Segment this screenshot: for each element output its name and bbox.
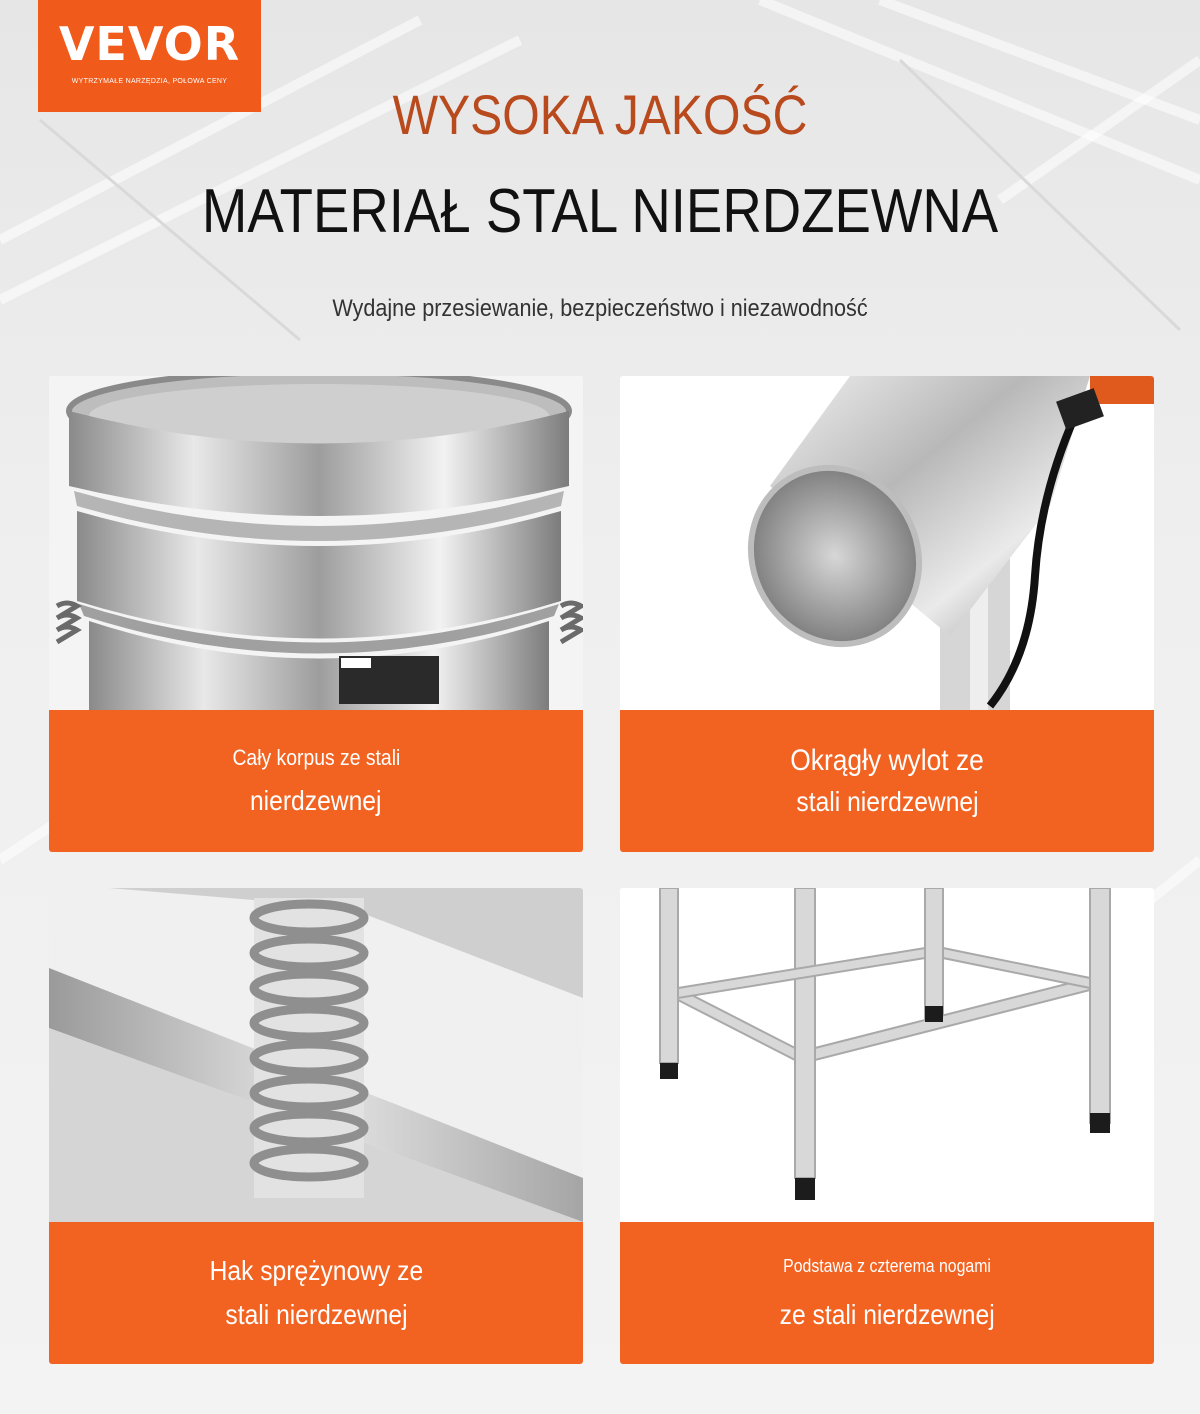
- feature-caption: [620, 710, 1154, 852]
- logo-tagline: WYTRZYMAŁE NARZĘDZIA, POŁOWA CENY: [71, 78, 228, 85]
- sieve-drum-photo: [49, 376, 583, 710]
- caption-line-1: Podstawa z czterema nogami: [783, 1255, 991, 1276]
- logo-wordmark: VEVOR: [58, 17, 241, 71]
- subtitle: Wydajne przesiewanie, bezpieczeństwo i niezawodność: [332, 295, 868, 322]
- feature-card-spring: [49, 888, 583, 1364]
- feature-caption: [49, 710, 583, 852]
- feature-card-outlet: [620, 376, 1154, 852]
- page-title: MATERIAŁ STAL NIERDZEWNA: [201, 177, 999, 246]
- four-leg-base-photo: [620, 888, 1154, 1222]
- caption-line-1: Okrągły wylot ze: [790, 744, 984, 777]
- feature-caption: [49, 1222, 583, 1364]
- caption-line-1: Cały korpus ze stali: [232, 745, 400, 770]
- caption-line-2: ze stali nierdzewnej: [779, 1298, 995, 1330]
- caption-line-2: stali nierdzewnej: [795, 786, 979, 817]
- round-outlet-photo: [620, 376, 1154, 710]
- spring-hook-photo: [49, 888, 583, 1222]
- caption-line-2: stali nierdzewnej: [224, 1299, 408, 1330]
- feature-card-base: [620, 888, 1154, 1364]
- feature-card-body: [49, 376, 583, 852]
- feature-caption: [620, 1222, 1154, 1364]
- headline: WYSOKA JAKOŚĆ: [392, 83, 808, 146]
- caption-line-1: Hak sprężynowy ze: [209, 1255, 423, 1286]
- caption-line-2: nierdzewnej: [250, 785, 382, 816]
